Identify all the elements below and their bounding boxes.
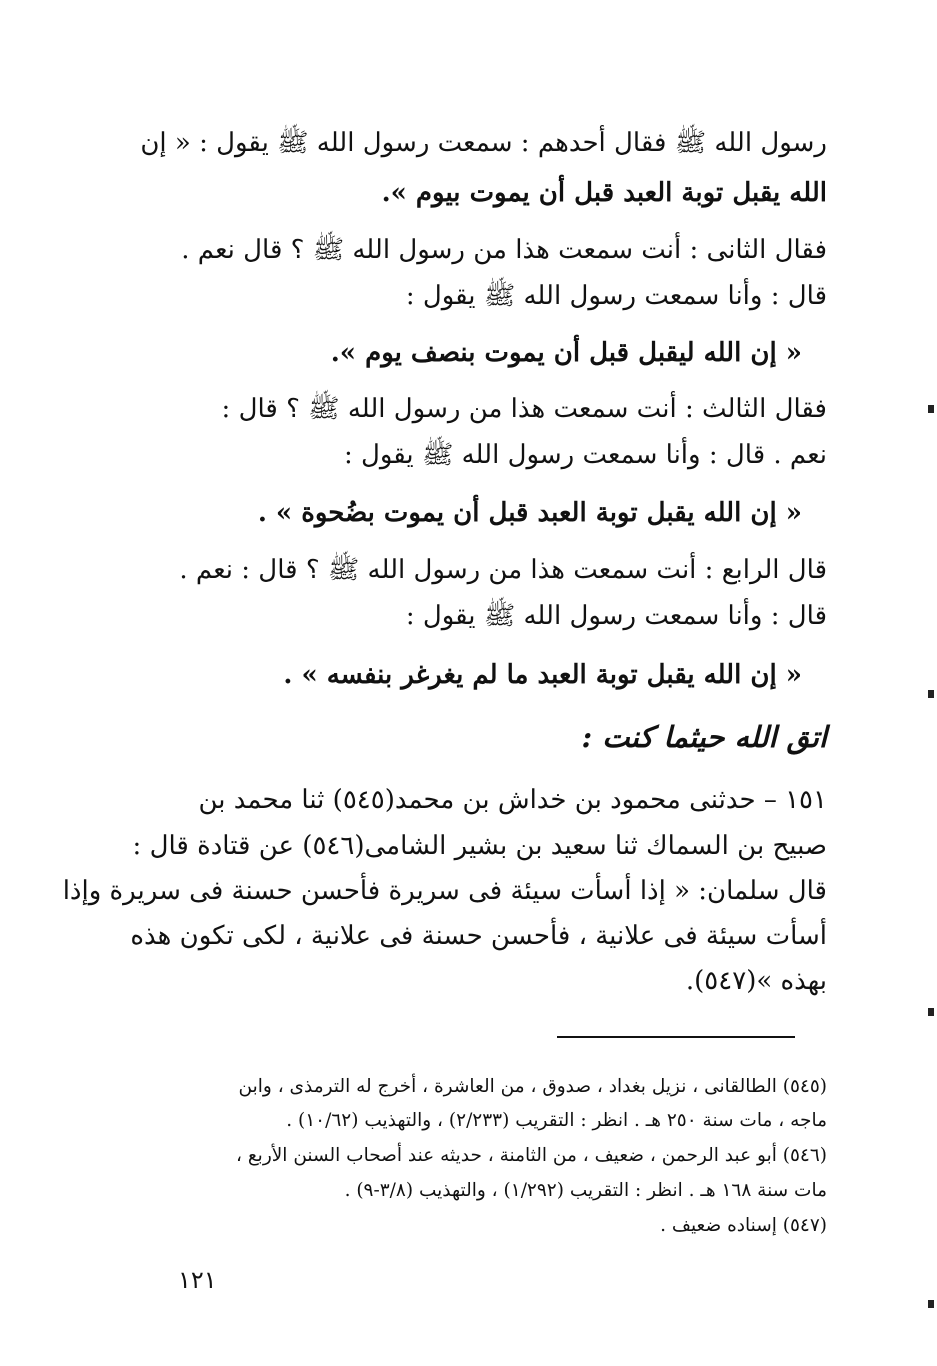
hadith-quote: الله يقبل توبة العبد قبل أن يموت بيوم ».	[381, 178, 827, 208]
footnote-line: (٥٤٦) أبو عبد الرحمن ، ضعيف ، من الثامنة ، حديثه عند أصحاب السنن الأربع ،	[235, 1145, 827, 1166]
scan-mark	[928, 1300, 934, 1308]
footnote-line: مات سنة ١٦٨ هـ . انظر : التقريب (١/٢٩٢) ، والتهذيب (٣/٨-٩) .	[344, 1180, 827, 1201]
scan-mark	[928, 690, 934, 698]
text-line: قال : وأنا سمعت رسول الله ﷺ يقول :	[405, 281, 827, 311]
footnote-line: (٥٤٥) الطالقانى ، نزيل بغداد ، صدوق ، من العاشرة ، أخرج له الترمذى ، وابن	[238, 1076, 827, 1097]
text-line: قال الرابع : أنت سمعت هذا من رسول الله ﷺ ؟ قال : نعم .	[179, 555, 827, 585]
footnote-line: ماجه ، مات سنة ٢٥٠ هـ . انظر : التقريب (٢/٢٣٣) ، والتهذيب (١٠/٦٢) .	[286, 1110, 827, 1131]
scan-mark	[928, 405, 934, 413]
hadith-quote: « إن الله يقبل توبة العبد ما لم يغرغر بنفسه » .	[283, 660, 802, 690]
hadith-text-line: قال سلمان: « إذا أسأت سيئة فى سريرة فأحسن حسنة فى سريرة وإذا	[62, 876, 827, 906]
section-heading: اتق الله حيثما كنت :	[581, 720, 827, 754]
text-line: قال : وأنا سمعت رسول الله ﷺ يقول :	[405, 601, 827, 631]
hadith-text-line: أسأت سيئة فى علانية ، فأحسن حسنة فى علانية ، لكى تكون هذه	[130, 921, 827, 951]
hadith-quote: « إن الله ليقبل قبل أن يموت بنصف يوم ».	[330, 338, 802, 368]
footnote-line: (٥٤٧) إسناده ضعيف .	[660, 1215, 827, 1236]
text-line: نعم . قال : وأنا سمعت رسول الله ﷺ يقول :	[343, 440, 827, 470]
hadith-text-line: صبيح بن السماك ثنا سعيد بن بشير الشامى(٥٤٦) عن قتادة قال :	[132, 831, 827, 861]
hadith-quote: « إن الله يقبل توبة العبد قبل أن يموت بضُحوة » .	[257, 498, 802, 528]
scan-mark	[928, 1008, 934, 1016]
page-number: ١٢١	[178, 1266, 217, 1294]
hadith-text-line: ١٥١ – حدثنى محمود بن خداش بن محمد(٥٤٥) ثنا محمد بن	[198, 785, 827, 815]
footnote-separator	[557, 1036, 795, 1038]
text-line: رسول الله ﷺ فقال أحدهم : سمعت رسول الله ﷺ يقول : « إن	[140, 128, 827, 158]
text-line: فقال الثانى : أنت سمعت هذا من رسول الله ﷺ ؟ قال نعم .	[181, 235, 827, 265]
text-line: فقال الثالث : أنت سمعت هذا من رسول الله ﷺ ؟ قال :	[221, 394, 827, 424]
hadith-text-line: بهذه »(٥٤٧).	[685, 966, 827, 996]
